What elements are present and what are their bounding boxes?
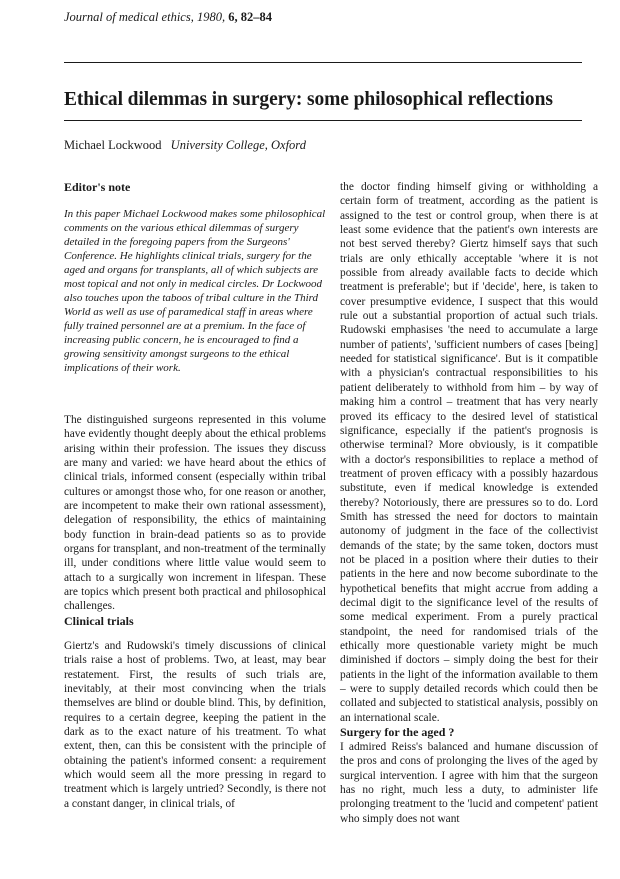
clinical-trials-paragraph: Giertz's and Rudowski's timely discussions of clinical trials raise a host of problems. Two, at least, may bear restatement. First, the results of such trials are, inevitably, at their most convincing when the trials themselves are blind or double blind. This, by definition, requires to a certain degree, keeping the patient in the dark as to the exact nature of his treatment. To what extent, then, can this be consistent with the principle of obtaining the patient's informed consent: a requirement which would seem all the more pressing in regard to treatment which is largely untried? Secondly, is there not a constant danger, in clinical trials, of bbox=[64, 639, 326, 810]
continued-paragraph: the doctor finding himself giving or withholding a certain form of treatment, according as the patient is assigned to the test or control group, when there is at least some evidence that the patient's own interests are not best served thereby? Giertz himself says that such trials are only ethically acceptable 'where it is not possible from already available facts to decide which treatment is preferable'; but if 'decide', here, is taken to cover presumptive evidence, I suspect that this would rule out a substantial proportion of actual such trials. Rudowski emphasises 'the need to accumulate a large number of patients', 'sufficient numbers of cases [being] needed for statistical significance'. But is it compatible with a physician's contractual responsibilities to his patient deliberately to withhold from him – by way of making him a control – treatment that has very nearly proved its efficacy to the desired level of statistical significance, especially if the patient's prognosis is otherwise terminal? More obviously, is it compatible with a doctor's responsibilities to replace a method of treatment of proven efficacy with a possibly hazardous substitute, even if medical knowledge is extended thereby? Notoriously, there are pressures so to do. Lord Smith has stressed the need for doctors to maintain autonomy of judgment in the face of the collectivist demands of the state; by the same token, doctors must not be placed in a position where their duties to their patients in the here and now become subordinate to the hypothetical benefits that might accrue from adding a decimal digit to the significance level of the results of some medical experiment. From a purely practical standpoint, the need for randomised trials of the ethically more questionable variety might be much diminished if doctors – simply doing the best for their patients in the light of the information available to them – were to supply detailed records which could then be collated and subjected to statistical analysis, possibly on an international scale. bbox=[340, 181, 598, 724]
intro-paragraph: The distinguished surgeons represented in this volume have evidently thought deeply about the ethical problems arising within their profession. The issues they discuss are many and varied: we have heard about the ethics of clinical trials, informed consent (especially within tribal cultures or amongst those who, for one reason or another, are incompetent to make their own rational assessment), delegation of responsibility, the ethics of maintaining body function in brain-dead patients so as to provide organs for transplant, and non-treatment of the terminally ill, under conditions where little value would seem to attach to a surgically won increment in lifespan. These are topics which present both practical and philosophical challenges. bbox=[64, 414, 326, 613]
title-top-rule bbox=[64, 62, 582, 63]
journal-year: 1980, bbox=[196, 10, 226, 24]
author-name: Michael Lockwood bbox=[64, 138, 162, 152]
editors-note-text: In this paper Michael Lockwood makes some philosophical comments on the various ethical dilemmas of surgery detailed in the foregoing papers from the Surgeons' Conference. He highlights clinical trials, surgery for the aged and organs for transplants, all of which subjects are most topical and not only in medical circles. Dr Lockwood also touches upon the taboos of tribal culture in the Third World as well as use of paramedical staff in areas where fully trained personnel are at a premium. In the face of increasing public concern, he is encouraged to find a growing sensitivity amongst surgeons to the ethical implications of their work. bbox=[64, 208, 326, 374]
journal-volume-pages: 6, 82–84 bbox=[228, 10, 272, 24]
byline bbox=[64, 138, 306, 153]
title-bottom-rule bbox=[64, 120, 582, 121]
clinical-trials-heading: Clinical trials bbox=[64, 613, 134, 628]
journal-citation bbox=[64, 10, 272, 25]
aged-paragraph: I admired Reiss's balanced and humane discussion of the pros and cons of prolonging the lives of the aged by surgical intervention. I agree with him that the surgeon has no right, much less a duty, to administer life prolonging treatment to the 'lucid and competent' patient who simply does not want bbox=[340, 741, 598, 825]
left-column bbox=[64, 180, 326, 811]
article-title: Ethical dilemmas in surgery: some philosophical reflections bbox=[64, 89, 553, 111]
right-column bbox=[340, 180, 598, 826]
aged-heading: Surgery for the aged ? bbox=[340, 725, 455, 740]
author-affiliation: University College, Oxford bbox=[170, 138, 306, 152]
journal-name: Journal of medical ethics, bbox=[64, 10, 194, 24]
editors-note-heading: Editor's note bbox=[64, 180, 131, 194]
